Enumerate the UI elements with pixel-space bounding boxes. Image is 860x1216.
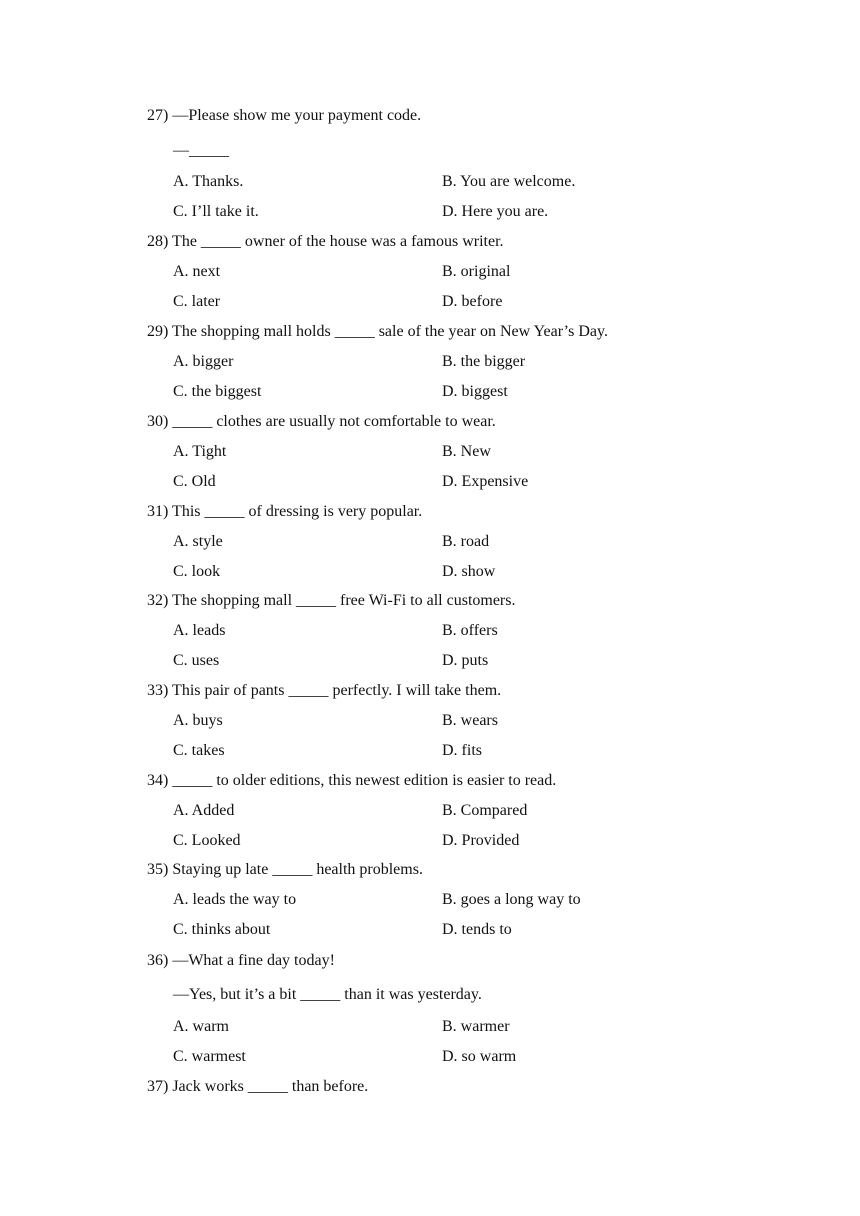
- answer-option: D. biggest: [442, 383, 508, 400]
- answer-option: B. offers: [442, 622, 498, 639]
- answer-option: A. leads: [173, 622, 226, 639]
- question-stem: 35) Staying up late _____ health problems.: [147, 861, 423, 878]
- answer-option: D. tends to: [442, 921, 512, 938]
- answer-option: A. Thanks.: [173, 173, 244, 190]
- question-stem: 34) _____ to older editions, this newest edition is easier to read.: [147, 772, 557, 789]
- answer-option: D. Here you are.: [442, 203, 549, 220]
- question-response-line: —Yes, but it’s a bit _____ than it was yesterday.: [173, 986, 482, 1003]
- answer-option: A. Added: [173, 802, 235, 819]
- answer-option: D. fits: [442, 742, 482, 759]
- question-stem: 27) —Please show me your payment code.: [147, 107, 422, 124]
- answer-option: B. New: [442, 443, 491, 460]
- answer-option: C. I’ll take it.: [173, 203, 259, 220]
- question-stem: 31) This _____ of dressing is very popular.: [147, 503, 423, 520]
- answer-option: A. next: [173, 263, 221, 280]
- answer-option: D. before: [442, 293, 503, 310]
- question-stem: 28) The _____ owner of the house was a famous writer.: [147, 233, 504, 250]
- answer-option: A. warm: [173, 1018, 229, 1035]
- answer-option: C. the biggest: [173, 383, 262, 400]
- answer-option: B. goes a long way to: [442, 891, 581, 908]
- answer-option: B. warmer: [442, 1018, 510, 1035]
- answer-option: A. leads the way to: [173, 891, 297, 908]
- question-stem: 37) Jack works _____ than before.: [147, 1078, 369, 1095]
- answer-option: B. road: [442, 533, 490, 550]
- answer-option: C. Looked: [173, 832, 241, 849]
- answer-option: A. Tight: [173, 443, 227, 460]
- answer-option: B. original: [442, 263, 511, 280]
- answer-option: D. puts: [442, 652, 489, 669]
- answer-option: D. so warm: [442, 1048, 517, 1065]
- answer-option: B. wears: [442, 712, 498, 729]
- answer-option: A. style: [173, 533, 223, 550]
- question-stem: 30) _____ clothes are usually not comfortable to wear.: [147, 413, 496, 430]
- answer-option: B. the bigger: [442, 353, 526, 370]
- answer-option: D. Expensive: [442, 473, 529, 490]
- answer-option: C. Old: [173, 473, 216, 490]
- answer-option: C. later: [173, 293, 221, 310]
- answer-option: D. Provided: [442, 832, 520, 849]
- question-stem: 36) —What a fine day today!: [147, 952, 335, 969]
- answer-option: C. warmest: [173, 1048, 246, 1065]
- question-stem: 32) The shopping mall _____ free Wi-Fi to all customers.: [147, 592, 516, 609]
- question-stem: 33) This pair of pants _____ perfectly. I will take them.: [147, 682, 502, 699]
- answer-option: C. thinks about: [173, 921, 271, 938]
- question-stem: 29) The shopping mall holds _____ sale of the year on New Year’s Day.: [147, 323, 608, 340]
- answer-option: B. Compared: [442, 802, 528, 819]
- answer-option: B. You are welcome.: [442, 173, 576, 190]
- answer-option: A. bigger: [173, 353, 234, 370]
- answer-option: C. takes: [173, 742, 225, 759]
- answer-option: C. look: [173, 563, 221, 580]
- answer-option: A. buys: [173, 712, 223, 729]
- question-response-line: —_____: [173, 142, 229, 159]
- answer-option: D. show: [442, 563, 496, 580]
- answer-option: C. uses: [173, 652, 220, 669]
